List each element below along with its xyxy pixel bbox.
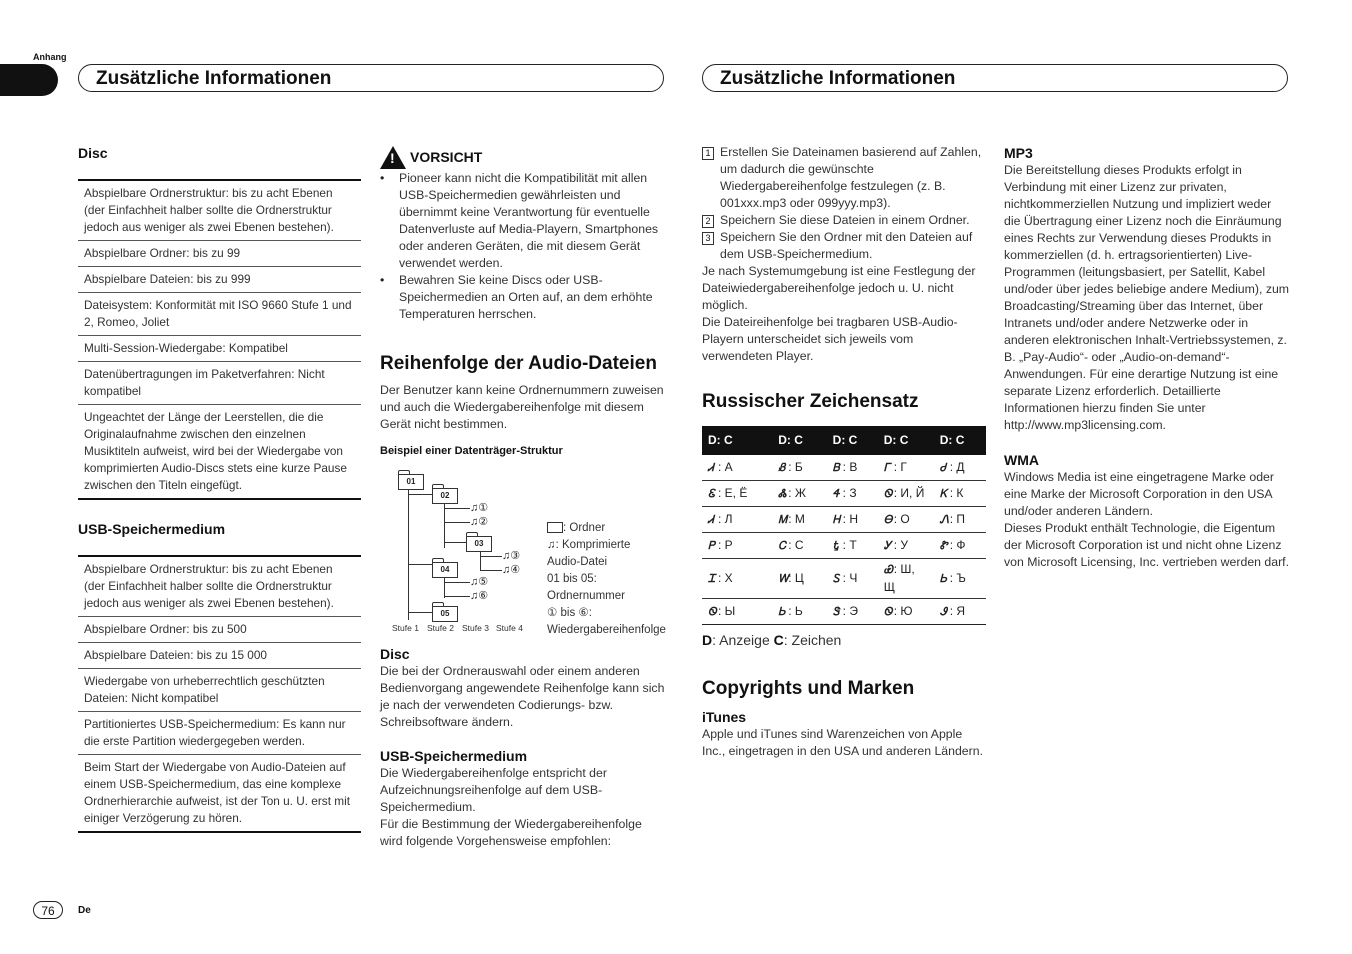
column-1 [78,144,361,833]
display-glyph: Ꮛ [708,487,715,500]
file-order-label: ④ [510,564,521,576]
display-glyph: Ꮶ [939,487,948,500]
table-row [702,533,986,559]
file-order-label: ⑤ [478,576,489,588]
level-label: Stufe 3 [462,623,489,633]
legend-c-text: : Zeichen [783,632,842,648]
column-4 [1004,144,1290,571]
warning-icon: ! [380,146,406,169]
table-cell [702,599,772,625]
display-glyph: Ꮟ [939,572,947,585]
table-cell [878,533,934,559]
display-glyph: Ᏼ [832,461,840,474]
display-glyph: Ꮖ [708,572,716,585]
cell-char: : А [718,459,733,474]
cell-char: : Р [718,537,733,552]
table-cell [934,481,986,507]
table-row: Datenübertragungen im Paketverfahren: Nicht kompatibel [78,362,361,405]
legend-folder-range: 01 bis 05: Ordnernummer [547,573,625,602]
cell-char: : Э [842,603,858,618]
legend-folder: : Ordner [563,522,606,534]
display-glyph: Ꮬ [778,487,787,500]
page-number: 76 [33,901,63,919]
usb-spec-table [78,555,361,833]
level-label: Stufe 1 [392,623,419,633]
cell-char: : Д [949,459,965,474]
usb-order-title: USB-Speichermedium [380,748,528,764]
table-cell [827,507,878,533]
display-glyph: Ꮯ [778,539,787,552]
disc-order-title: Disc [380,646,410,662]
music-file-icon: ♫ [547,539,556,551]
steps-list [702,144,986,263]
mp3-url: http://www.mp3licensing.com. [1004,418,1166,432]
cell-char: : Ф [949,537,966,552]
table-row: Wiedergabe von urheberrechtlich geschützten Dateien: Nicht kompatibel [78,669,361,712]
folder-icon: 03 [466,536,492,552]
disc-spec-table [78,179,361,500]
note-text-1: Je nach Systemumgebung ist eine Festlegung der Dateiwiedergabereihenfolge jedoch u. U. nicht möglich. [702,264,976,312]
cell-char: : Ж [788,485,807,500]
page-header-right: Zusätzliche Informationen [702,64,1288,92]
table-cell [827,455,878,481]
table-cell [772,455,826,481]
cell-char: : В [842,459,858,474]
page-header-left: Zusätzliche Informationen [78,64,664,92]
display-glyph: Ꮿ [883,564,894,576]
display-glyph: Ꮧ [708,513,714,526]
display-glyph: Ꮡ [939,539,948,552]
table-cell [772,559,826,599]
display-glyph: Ꮇ [778,513,788,526]
table-row: Multi-Session-Wiedergabe: Kompatibel [78,336,361,362]
section-tab-marker [0,64,58,96]
table-row [702,507,986,533]
table-cell [878,455,934,481]
display-glyph: Ꮃ [778,572,789,585]
cell-char: : Ч [842,570,858,585]
display-glyph: Ꮽ [939,605,947,618]
cell-char: : Я [949,603,966,618]
table-row [702,559,986,599]
table-cell [702,533,772,559]
display-glyph: Ꮻ [883,487,893,500]
order-text: Der Benutzer kann keine Ordnernummern zuweisen und auch die Wiedergabereihenfolge mit diesem Gerät nicht bestimmen. [380,383,664,431]
table-cell [934,599,986,625]
step-text: Erstellen Sie Dateinamen basierend auf Zahlen, um dadurch die gewünschte Wiedergabereihenfolge festzulegen (z. B. 001xxx.mp3 oder 099yyy.mp3). [720,145,982,210]
table-row: Dateisystem: Konformität mit ISO 9660 Stufe 1 und 2, Romeo, Joliet [78,293,361,336]
list-item [702,229,986,263]
cell-char: : П [949,511,966,526]
music-file-icon: ♫① [470,502,489,514]
folder-icon: 05 [432,606,458,622]
table-cell [827,559,878,599]
table-row [702,455,986,481]
display-glyph: Ꮁ [883,461,891,474]
table-row: Partitioniertes USB-Speichermedium: Es kann nur die erste Partition wiedergegeben werden. [78,712,361,755]
table-row: Ungeachtet der Länge der Leerstellen, die die Originalaufnahme zwischen den einzelnen Musiktiteln aufweist, wird bei der Wiedergabe von komprimierten Audio-Discs stets eine kurze Pause zwischen den Titeln eingefügt. [84,410,347,492]
table-cell [772,533,826,559]
mp3-text: Die Bereitstellung dieses Produkts erfolgt in Verbindung mit einer Lizenz zur privaten, nichtkommerziellen Nutzung und impliziert weder die Übertragung einer Lizenz noch die Einräumung eines Rechts zur Verwendung dieses Produkts in kommerziellen (d. h. ertragsorientierten) Live-Programmen (leitungsbasiert, per Satellit, Kabel und/oder über jedes beliebige andere Medium), zum Broadcasting/Streaming über das Internet, über Intranets und/oder andere Netzwerke oder in anderen elektronischen Inhalt-Vertriebssystemen, z. B. „Pay-Audio“- oder „Audio-on-demand“-Anwendungen. Für eine derartige Nutzung ist eine separate Lizenz erforderlich. Detaillierte Informationen hierzu finden Sie unter [1004,163,1290,415]
legend-file: : Komprimierte Audio-Datei [547,539,631,568]
display-glyph: Ꮻ [883,605,893,618]
disc-title: Disc [78,145,108,161]
display-glyph: Ꮻ [708,605,717,618]
display-glyph: Ꮥ [832,605,840,618]
table-header: D: C [827,426,878,455]
legend-d: D [702,632,713,648]
step-number: 1 [702,147,714,160]
copyright-title: Copyrights und Marken [702,678,915,699]
table-cell [772,481,826,507]
table-cell [827,599,878,625]
cell-char: : У [893,537,909,552]
display-glyph: Ꮷ [939,461,946,474]
music-file-icon: ♫② [470,516,489,528]
level-label: Stufe 2 [427,623,454,633]
table-cell [702,481,772,507]
file-order-label: ② [478,516,489,528]
caution-heading [380,146,665,169]
list-item [702,212,986,229]
list-item: • Pioneer kann nicht die Kompatibilität mit allen USB-Speichermedien gewährleisten und übernimmt keine Verantwortung für eventuelle Datenverluste auf Media-Playern, Smartphones oder anderen Geräten, die mit diesem Gerät verwendet werden. [399,170,665,272]
music-file-icon: ♫③ [502,550,521,562]
table-header: D: C [878,426,934,455]
table-row: Beim Start der Wiedergabe von Audio-Dateien auf einem USB-Speichermedium, das eine komplexe Ordnerhierarchie aufweist, ist der Ton u. U. erst mit einiger Verzögerung zu hören. [84,760,350,825]
cell-char: : О [893,511,910,526]
table-row: Abspielbare Ordnerstruktur: bis zu acht Ebenen (der Einfachheit halber sollte die Ordnerstruktur jedoch aus weniger als zwei Ebenen bestehen). [78,557,361,617]
mp3-title: MP3 [1004,145,1033,161]
display-glyph: Ꮲ [708,539,715,552]
table-cell [934,455,986,481]
display-glyph: Ꮪ [832,572,840,585]
section-label: Anhang [33,52,67,62]
disc-order-text: Die bei der Ordnerauswahl oder einem anderen Bedienvorgang angewendete Reihenfolge kann sich je nach der verwendeten Codierungs- bzw. Schreibsoftware ändern. [380,664,665,729]
level-label: Stufe 4 [496,623,523,633]
file-order-label: ⑥ [478,590,489,602]
cell-char: : И, Й [893,485,925,500]
caution-list [380,170,665,323]
display-glyph: Ꭹ [883,539,892,552]
usb-title: USB-Speichermedium [78,521,226,537]
folder-icon: 04 [432,562,458,578]
usb-order-text-2: Für die Bestimmung der Wiedergabereihenfolge wird folgende Vorgehensweise empfohlen: [380,817,642,848]
cell-char: : Ъ [949,570,966,585]
table-header: D: C [934,426,986,455]
display-glyph: Ꮑ [939,513,949,526]
display-glyph: Ꮞ [832,487,840,500]
music-file-icon: ♫⑥ [470,590,489,602]
table-legend [702,632,986,649]
display-glyph: Ꮋ [832,513,841,526]
folder-icon: 02 [432,488,458,504]
cell-char: : Ы [718,603,736,618]
folder-icon: 01 [398,474,424,490]
table-cell [878,481,934,507]
language-code: De [78,905,91,916]
table-cell [878,559,934,599]
note-text-2: Die Dateireihenfolge bei tragbaren USB-Audio-Playern unterscheidet sich jeweils vom verwendeten Player. [702,315,958,363]
table-cell [878,599,934,625]
table-cell [827,533,878,559]
display-glyph: Ꮟ [778,605,786,618]
table-row: Abspielbare Ordner: bis zu 99 [78,241,361,267]
column-3 [702,144,986,760]
table-row: Abspielbare Dateien: bis zu 999 [78,267,361,293]
table-cell [934,559,986,599]
column-2 [380,146,665,850]
cell-char: : Е, Ё [718,485,748,500]
file-order-label: ① [478,502,489,514]
step-text: Speichern Sie den Ordner mit den Dateien auf dem USB-Speichermedium. [720,230,973,261]
table-cell [772,507,826,533]
cell-char: : Л [718,511,733,526]
music-file-icon: ♫⑤ [470,576,489,588]
cell-char: : Ш, Щ [883,562,915,594]
table-row [702,599,986,625]
itunes-title: iTunes [702,709,747,725]
file-order-label: ③ [510,550,521,562]
cell-char: : З [842,485,857,500]
table-cell [702,507,772,533]
cell-char: : Н [842,511,858,526]
example-title: Beispiel einer Datenträger-Struktur [380,445,563,457]
cell-char: : К [949,485,964,500]
table-cell [934,507,986,533]
table-row: Abspielbare Dateien: bis zu 15 000 [78,643,361,669]
itunes-text: Apple und iTunes sind Warenzeichen von Apple Inc., eingetragen in den USA und anderen Ländern. [702,727,983,758]
table-cell [702,455,772,481]
table-row [702,481,986,507]
cell-char: : Г [893,459,907,474]
table-cell [702,559,772,599]
wma-title: WMA [1004,452,1039,468]
folder-tree [380,466,546,636]
list-item: • Bewahren Sie keine Discs oder USB-Speichermedien an Orten auf, an dem erhöhte Temperaturen herrschen. [399,272,665,323]
cell-char: : С [788,537,804,552]
folder-icon [547,522,563,533]
table-cell [878,507,934,533]
cell-char: : Б [788,459,803,474]
structure-diagram [380,466,665,639]
table-cell [772,599,826,625]
music-file-icon: ♫④ [502,564,521,576]
table-cell [827,481,878,507]
table-row: Abspielbare Ordnerstruktur: bis zu acht Ebenen (der Einfachheit halber sollte die Ordnerstruktur jedoch aus weniger als zwei Ebenen bestehen). [78,181,361,241]
display-glyph: Ᏸ [778,461,786,474]
cell-char: : Х [718,570,733,585]
display-glyph: Ꮏ [832,539,839,552]
order-title: Reihenfolge der Audio-Dateien [380,353,657,374]
cell-char: : Ю [893,603,913,618]
usb-order-text-1: Die Wiedergabereihenfolge entspricht der Aufzeichnungsreihenfolge auf dem USB-Speichermedium. [380,766,607,814]
cell-char: : Ь [788,603,803,618]
table-row: Abspielbare Ordner: bis zu 500 [78,617,361,643]
table-header: D: C [702,426,772,455]
wma-text-2: Dieses Produkt enthält Technologie, die Eigentum der Microsoft Corporation ist und nicht ohne Lizenz von Microsoft Licensing, Inc. vertrieben werden darf. [1004,521,1290,569]
display-glyph: Ꮎ [883,513,893,526]
table-header: D: C [772,426,826,455]
legend-d-text: : Anzeige [712,632,774,648]
display-glyph: Ꮧ [708,461,714,474]
legend-file-range: ① bis ⑥: Wiedergabereihenfolge [547,607,666,636]
russian-charset-table [702,426,986,625]
step-number: 2 [702,215,714,228]
cell-char: : Ц [788,570,804,585]
diagram-legend [547,520,666,639]
legend-c: C [773,632,784,648]
table-cell [934,533,986,559]
step-text: Speichern Sie diese Dateien in einem Ordner. [720,213,970,227]
cell-char: : М [788,511,805,526]
wma-text-1: Windows Media ist eine eingetragene Marke oder eine Marke der Microsoft Corporation in den USA und/oder anderen Ländern. [1004,470,1274,518]
ru-title: Russischer Zeichensatz [702,391,919,412]
step-number: 3 [702,232,714,245]
list-item [702,144,986,212]
cell-char: : Т [842,537,857,552]
caution-title: VORSICHT [410,149,483,165]
